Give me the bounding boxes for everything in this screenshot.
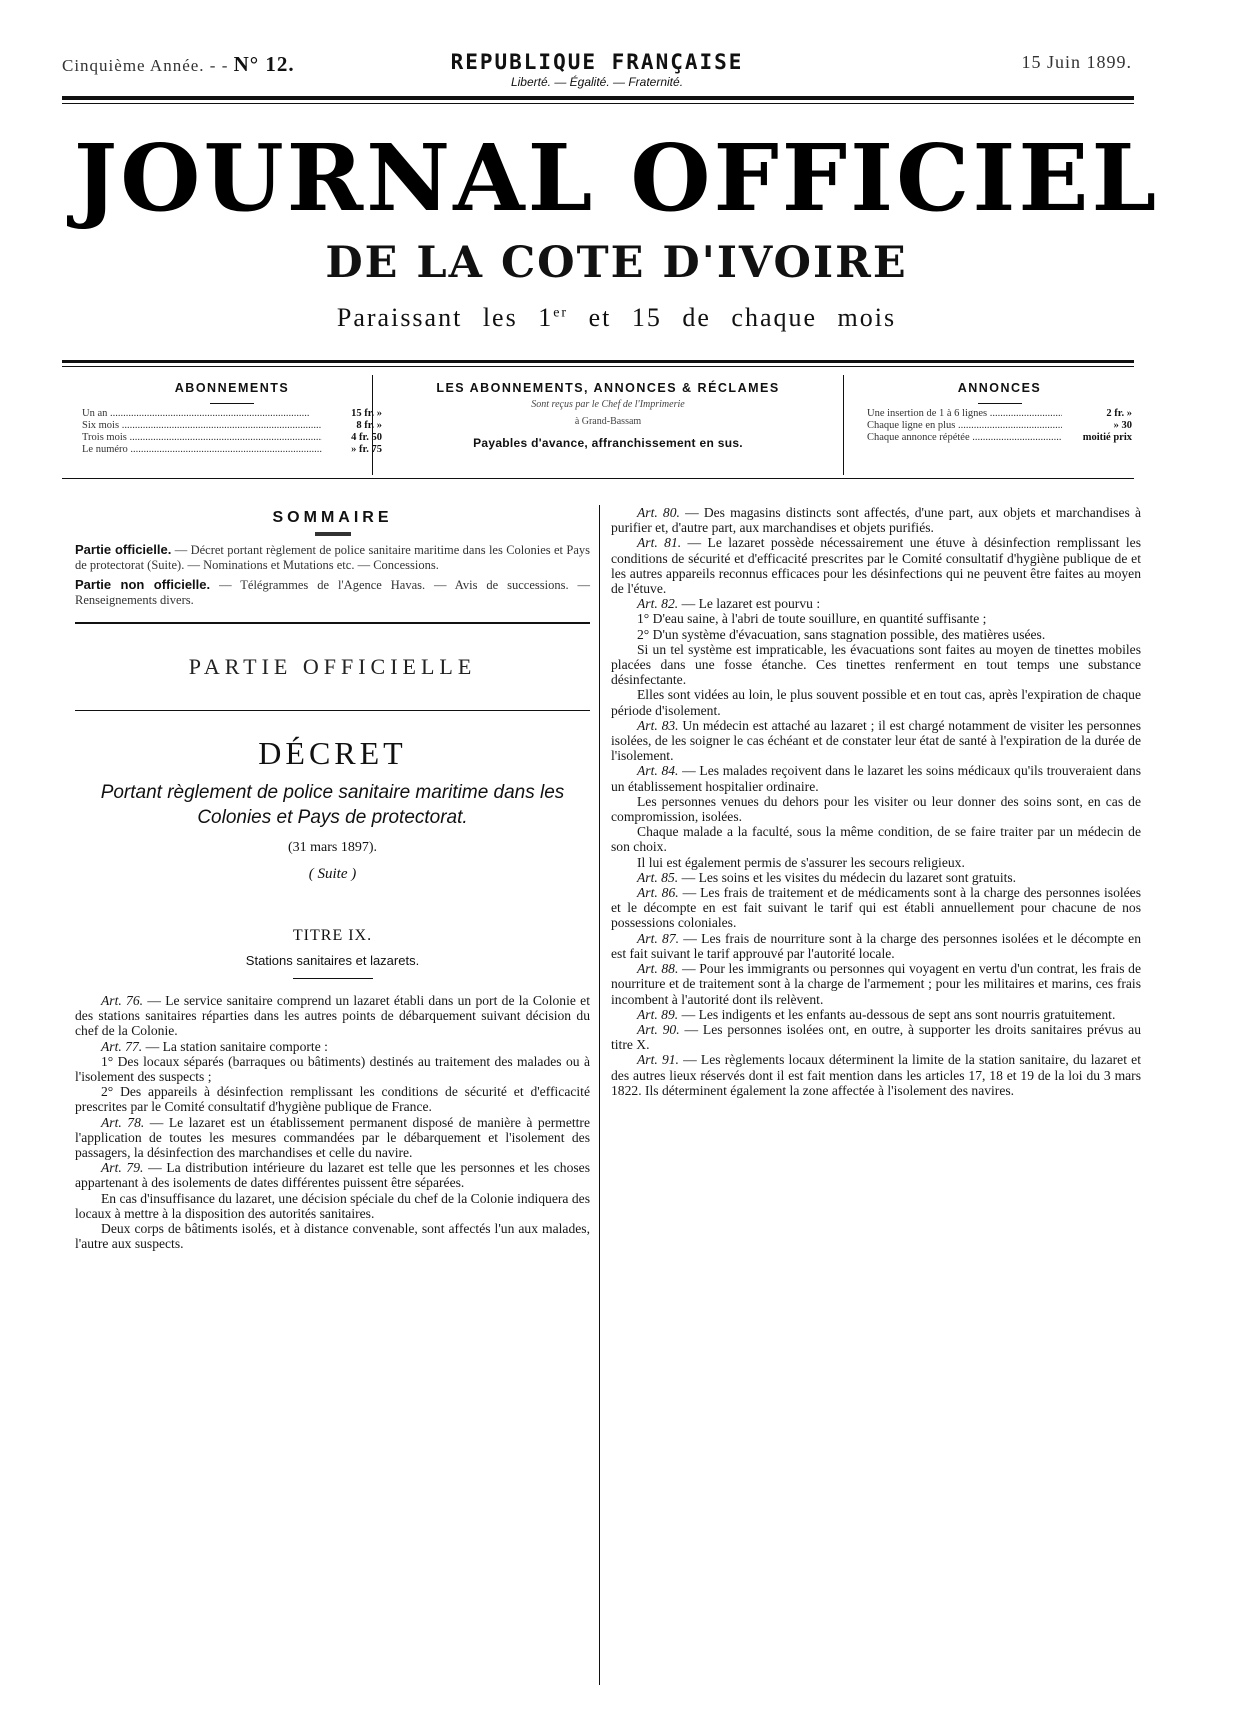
- article-text: — Les frais de traitement et de médicaments sont à la charge des personnes isolées et le décompte en est fait suivant le tarif qui est établi annuellement pour chacune de nos possessions coloniales.: [611, 885, 1141, 931]
- decret-heading: DÉCRET: [258, 735, 407, 771]
- article-paragraph: [611, 794, 1141, 824]
- subscription-row: [82, 408, 382, 420]
- article-text: Chaque malade a la faculté, sous la même condition, de se faire traiter par un médecin de son choix.: [611, 824, 1141, 855]
- article-paragraph: [75, 1039, 590, 1054]
- article-paragraph: [611, 1022, 1141, 1052]
- subscription-price: 4 fr. 50: [351, 432, 382, 443]
- subscription-row: [82, 444, 382, 456]
- subscriptions-block: [82, 375, 382, 475]
- article-paragraph: [611, 824, 1141, 854]
- article-paragraph: [75, 1160, 590, 1190]
- masthead-title: JOURNAL OFFICIEL: [73, 124, 1160, 232]
- announcement-price: moitié prix: [1082, 432, 1132, 443]
- announcement-price: » 30: [1113, 420, 1132, 431]
- article-number: Art. 81.: [637, 535, 682, 551]
- subscription-strip: [62, 375, 1134, 475]
- masthead-subtitle: DE LA COTE D'IVOIRE: [325, 238, 908, 288]
- announcements-dash: [978, 403, 1022, 404]
- article-paragraph: [611, 611, 1141, 626]
- article-text: 1° Des locaux séparés (barraques ou bâtiments) destinés au traitement des malades ou à l'isolement des suspects ;: [75, 1053, 590, 1085]
- article-text: — Le service sanitaire comprend un lazaret établi dans un port de la Colonie et des stations sanitaires réparties dans les autres points de débarquement suivant décision du chef de la Colonie.: [75, 993, 590, 1039]
- sommaire-official: [75, 542, 590, 573]
- issue-number: N° 12.: [233, 52, 295, 76]
- notice-line-2: à Grand-Bassam: [574, 416, 642, 427]
- subscription-price: 8 fr. »: [356, 420, 382, 431]
- masthead-rule: [62, 360, 1134, 363]
- article-paragraph: [75, 1115, 590, 1161]
- article-paragraph: [611, 1052, 1141, 1098]
- article-number: Art. 82.: [637, 596, 679, 612]
- article-text: Si un tel système est impraticable, les évacuations sont faites au moyen de tinettes mobiles placées dans une fosse étanche. Ces tinettes renferment en tout temps une substance désinfectante.: [611, 641, 1141, 688]
- subscription-label: Le numéro .....: [82, 444, 322, 456]
- article-paragraph: [75, 1191, 590, 1221]
- announcement-row: [867, 432, 1132, 444]
- article-paragraph: [611, 627, 1141, 642]
- article-text: Elles sont vidées au loin, le plus souvent possible et en tout cas, après l'expiration de chaque période d'isolement.: [611, 687, 1141, 718]
- sommaire-ornament: [315, 532, 351, 536]
- article-paragraph: [611, 1007, 1141, 1022]
- article-number: Art. 88.: [637, 961, 679, 977]
- article-text: — Des magasins distincts sont affectés, d'une part, aux objets et marchandises à purifier et, d'autre part, aux marchandises et objets purifiés.: [611, 505, 1141, 536]
- announcements-block: [867, 375, 1132, 475]
- left-column: [75, 505, 590, 1251]
- masthead-frequency: [0, 303, 1233, 333]
- article-text: — Les règlements locaux déterminent la limite de la station sanitaire, du lazaret et des autres lieux réservés dont il est fait mention dans les articles 17, 18 et 19 de la loi du 3 mars 1822. Ils déterminent également la zone affectée à l'isolement des navires.: [611, 1052, 1141, 1098]
- article-text: — Les frais de nourriture sont à la charge des personnes isolées et le décompte en est fait suivant le tarif approuvé par l'autorité locale.: [611, 930, 1141, 961]
- article-paragraph: [611, 870, 1141, 885]
- strip-rule: [62, 478, 1134, 479]
- article-paragraph: [75, 1054, 590, 1084]
- decret-suite: ( Suite ): [308, 866, 357, 882]
- article-number: Art. 90.: [637, 1021, 680, 1037]
- subscription-label: Six mois .....: [82, 420, 322, 432]
- article-text: — Les personnes isolées ont, en outre, à supporter les droits sanitaires prévus au titre X.: [611, 1021, 1141, 1053]
- article-paragraph: [611, 596, 1141, 611]
- decret-subtitle: Portant règlement de police sanitaire maritime dans les Colonies et Pays de protectorat.: [100, 782, 565, 828]
- header-rule: [62, 96, 1134, 100]
- announcement-label: Une insertion de 1 à 6 lignes .....: [867, 408, 1062, 420]
- year-label: Cinquième Année.: [62, 56, 205, 75]
- subscription-label: Trois mois .....: [82, 432, 322, 444]
- column-divider: [599, 505, 600, 1685]
- frequency-text-start: Paraissant les 1: [336, 303, 554, 332]
- issue-date: 15 Juin 1899.: [1021, 52, 1132, 72]
- stations-rule: [293, 978, 373, 979]
- header-line: [62, 50, 1132, 90]
- article-text: Un médecin est attaché au lazaret ; il est chargé notamment de visiter les personnes isolées, de les soigner le cas échéant et de constater leur état de santé à l'expiration de la durée de l'isolement.: [611, 717, 1141, 764]
- article-number: Art. 85.: [637, 869, 679, 885]
- republic-title: REPUBLIQUE FRANÇAISE: [450, 50, 744, 74]
- republic-block: [392, 50, 802, 89]
- sommaire-official-label: Partie officielle.: [75, 542, 172, 557]
- sommaire-official-text: — Décret portant règlement de police sanitaire maritime dans les Colonies et Pays de protectorat (Suite). — Nominations et Mutations etc. — Concessions.: [75, 543, 591, 572]
- article-paragraph: [611, 642, 1141, 688]
- right-column: [611, 505, 1141, 1098]
- article-number: Art. 86.: [637, 885, 679, 901]
- section-separator: [75, 622, 590, 624]
- article-text: — Le lazaret est pourvu :: [678, 596, 821, 612]
- article-paragraph: [611, 535, 1141, 596]
- frequency-text-end: et 15 de chaque mois: [568, 303, 897, 332]
- article-text: — Le lazaret possède nécessairement une étuve à désinfection remplissant les conditions de sécurité et d'efficacité prescrites par le Comité consultatif d'hygiène publique de et les autres appareils reconnus efficaces pour les désinfections qui ne peuvent être faites au moyen de l'étuve.: [611, 535, 1141, 597]
- article-text: 2° Des appareils à désinfection remplissant les conditions de sécurité et d'efficacité prescrites par le Comité consultatif d'hygiène publique de France.: [75, 1084, 590, 1115]
- subscription-price: » fr. 75: [351, 444, 382, 455]
- notice-heading: LES ABONNEMENTS, ANNONCES & RÉCLAMES: [436, 381, 780, 395]
- sommaire-nonofficial: [75, 577, 590, 608]
- article-text: 1° D'eau saine, à l'abri de toute souillure, en quantité suffisante ;: [637, 611, 987, 627]
- subscriptions-dash: [210, 403, 254, 404]
- article-number: Art. 91.: [637, 1052, 679, 1068]
- frequency-superscript: er: [553, 305, 569, 321]
- article-text: — Le lazaret est un établissement permanent disposé de manière à permettre l'application de toutes les mesures commandées par le débarquement et l'isolement des passagers, la désinfection des marchandises et celle du navire.: [75, 1114, 590, 1161]
- article-paragraph: [611, 885, 1141, 931]
- article-paragraph: [75, 1221, 590, 1251]
- sommaire-nonofficial-text: — Télégrammes de l'Agence Havas. — Avis de successions. — Renseignements divers.: [75, 578, 591, 607]
- article-number: Art. 83.: [637, 717, 679, 733]
- article-paragraph: [611, 961, 1141, 1007]
- article-number: Art. 84.: [637, 763, 679, 779]
- article-paragraph: [611, 505, 1141, 535]
- header-rule-thin: [62, 103, 1134, 104]
- article-paragraph: [75, 993, 590, 1039]
- announcement-row: [867, 420, 1132, 432]
- article-number: Art. 78.: [101, 1114, 145, 1130]
- article-text: — Les malades reçoivent dans le lazaret les soins médicaux qu'ils trouveraient dans un établissement hospitalier ordinaire.: [611, 763, 1141, 794]
- notice-line-3: Payables d'avance, affranchissement en sus.: [473, 436, 743, 450]
- sommaire-nonofficial-label: Partie non officielle.: [75, 577, 211, 592]
- titre-heading: TITRE IX.: [292, 927, 373, 944]
- article-text: Il lui est également permis de s'assurer les secours religieux.: [637, 854, 965, 870]
- announcement-label: Chaque ligne en plus .....: [867, 420, 1062, 432]
- announcement-row: [867, 408, 1132, 420]
- article-text: — La station sanitaire comporte :: [142, 1038, 328, 1054]
- republic-motto: Liberté. — Égalité. — Fraternité.: [510, 75, 684, 89]
- article-text: En cas d'insuffisance du lazaret, une décision spéciale du chef de la Colonie indiquera des locaux à mettre à la disposition des autorités sanitaires.: [75, 1190, 590, 1221]
- article-number: Art. 76.: [101, 993, 144, 1008]
- article-text: Deux corps de bâtiments isolés, et à distance convenable, sont affectés l'un aux malades, l'autre aux suspects.: [75, 1221, 590, 1252]
- article-paragraph: [611, 687, 1141, 717]
- subscription-price: 15 fr. »: [351, 408, 382, 419]
- article-text: Les personnes venues du dehors pour les visiter ou leur donner des soins sont, en cas de compromission, isolées.: [611, 793, 1141, 825]
- announcement-label: Chaque annonce répétée .....: [867, 432, 1062, 444]
- subscription-row: [82, 420, 382, 432]
- decret-date: (31 mars 1897).: [287, 840, 378, 855]
- article-text: 2° D'un système d'évacuation, sans stagnation possible, des matières usées.: [637, 626, 1046, 642]
- subscription-label: Un an .....: [82, 408, 322, 420]
- partie-separator: [75, 710, 590, 711]
- article-paragraph: [75, 1084, 590, 1114]
- notice-line-1: Sont reçus par le Chef de l'Imprimerie: [531, 399, 685, 410]
- article-text: — Les soins et les visites du médecin du lazaret sont gratuits.: [678, 869, 1017, 885]
- announcement-price: 2 fr. »: [1106, 408, 1132, 419]
- article-text: — Pour les immigrants ou personnes qui voyagent en vertu d'un contrat, les frais de nourriture et de traitement sont à la charge de l'armement ; pour les militaires et marins, ces frais incombent à l'autorité dont ils relèvent.: [611, 961, 1141, 1007]
- announcements-heading: ANNONCES: [957, 381, 1042, 395]
- article-paragraph: [611, 855, 1141, 870]
- notice-block: [372, 375, 844, 475]
- masthead-rule-thin: [62, 366, 1134, 367]
- issue-info: Cinquième Année. - - N° 12.: [62, 52, 295, 76]
- subscription-row: [82, 432, 382, 444]
- article-number: Art. 77.: [101, 1038, 143, 1054]
- article-paragraph: [611, 763, 1141, 793]
- stations-heading: Stations sanitaires et lazarets.: [245, 953, 420, 968]
- article-number: Art. 89.: [637, 1006, 679, 1022]
- article-number: Art. 79.: [101, 1160, 144, 1176]
- article-number: Art. 87.: [637, 930, 680, 946]
- article-number: Art. 80.: [637, 505, 680, 520]
- partie-officielle-heading: PARTIE OFFICIELLE: [188, 654, 477, 679]
- article-paragraph: [611, 931, 1141, 961]
- article-text: — La distribution intérieure du lazaret est telle que les personnes et les choses appartenant à des isolements de dates différentes puissent être séparées.: [75, 1160, 590, 1191]
- sommaire-heading: SOMMAIRE: [272, 509, 393, 526]
- article-text: — Les indigents et les enfants au-dessous de sept ans sont nourris gratuitement.: [678, 1006, 1116, 1022]
- subscriptions-heading: ABONNEMENTS: [174, 381, 290, 395]
- article-paragraph: [611, 718, 1141, 764]
